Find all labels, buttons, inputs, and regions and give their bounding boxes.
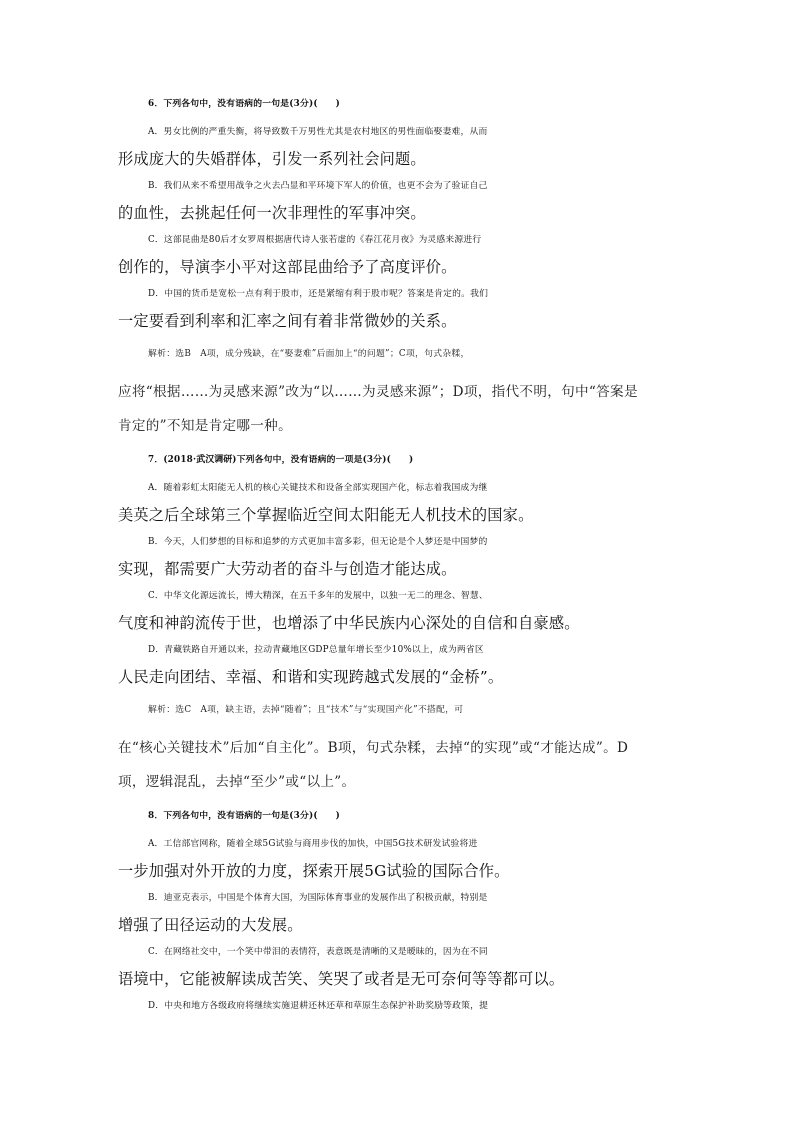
q7-explanation-end: 项，逻辑混乱，去掉“至少”或“以上”。 [118, 774, 356, 790]
q7-explanation: 解析：选C A项，缺主语，去掉“随着”；且“技术”与“实现国产化”不搭配，可 [148, 705, 464, 715]
q7-option-a-cont: 美英之后全球第三个掌握临近空间太阳能无人机技术的国家。 [118, 506, 534, 524]
q6-option-b: B．我们从来不希望用战争之火去凸显和平环境下军人的价值，也更不会为了验证自己 [148, 181, 488, 191]
q8-option-c-cont: 语境中，它能被解读成苦笑、笑哭了或者是无可奈何等等都可以。 [118, 970, 565, 988]
q7-option-d-cont: 人民走向团结、幸福、和谐和实现跨越式发展的“金桥”。 [118, 668, 504, 686]
q6-explanation: 解析：选B A项，成分残缺，在“娶妻难”后面加上“的问题”；C项，句式杂糅， [148, 349, 470, 359]
q8-option-d: D．中央和地方各级政府将继续实施退耕还林还草和草原生态保护补助奖励等政策，提 [148, 1001, 489, 1011]
q6-option-a: A．男女比例的严重失衡，将导致数千万男性尤其是农村地区的男性面临娶妻难，从而 [148, 127, 488, 137]
q7-option-c-cont: 气度和神韵流传于世，也增添了中华民族内心深处的自信和自豪感。 [118, 614, 580, 632]
q7-stem-text: )下列各句中，没有语病的一项是(3分)( ) [232, 455, 414, 465]
q8-option-a-cont: 一步加强对外开放的力度，探索开展5G试验的国际合作。 [118, 862, 510, 880]
q6-option-a-cont: 形成庞大的失婚群体，引发一系列社会问题。 [118, 150, 426, 168]
q8-option-b: B．迪亚克表示，中国是个体育大国，为国际体育事业的发展作出了积极贡献，特别是 [148, 893, 488, 903]
question-7-stem [148, 450, 708, 470]
question-6-stem: 6．下列各句中，没有语病的一句是(3分)( ) [148, 99, 341, 109]
q7-explanation-cont: 在“核心关键技术”后加“自主化”。B项，句式杂糅，去掉“的实现”或“才能达成”。D [118, 740, 629, 756]
question-8-stem: 8．下列各句中，没有语病的一句是(3分)( ) [148, 811, 341, 821]
q7-option-a: A．随着彩虹太阳能无人机的核心关键技术和设备全部实现国产化，标志着我国成为继 [148, 483, 488, 493]
q6-option-c-cont: 创作的，导演李小平对这部昆曲给予了高度评价。 [118, 258, 457, 276]
q6-option-d-cont: 一定要看到利率和汇率之间有着非常微妙的关系。 [118, 312, 457, 330]
q7-source-tag: 武汉调研 [196, 455, 233, 465]
q6-option-d: D．中国的货币是宽松一点有利于股市，还是紧缩有利于股市呢？答案是肯定的。我们 [148, 289, 489, 299]
q8-option-a: A．工信部官网称，随着全球5G试验与商用步伐的加快，中国5G技术研发试验将进 [148, 839, 478, 849]
q7-option-b: B．今天，人们梦想的目标和追梦的方式更加丰富多彩，但无论是个人梦还是中国梦的 [148, 537, 488, 547]
q6-explanation-cont: 应将“根据……为灵感来源”改为“以……为灵感来源”；D项，指代不明，句中“答案是 [118, 384, 638, 400]
q8-option-c: C．在网络社交中，一个笑中带泪的表情符，表意既是清晰的又是暧昧的，因为在不同 [148, 947, 488, 957]
q6-option-b-cont: 的血性，去挑起任何一次非理性的军事冲突。 [118, 204, 426, 222]
q7-option-c: C．中华文化源远流长，博大精深，在五千多年的发展中，以独一无二的理念、智慧、 [148, 591, 488, 601]
q7-option-d: D．青藏铁路自开通以来，拉动青藏地区GDP总量年增长至少10%以上，成为两省区 [148, 645, 484, 655]
q7-number: 7．(2018· [148, 455, 197, 465]
q6-option-c: C．这部昆曲是80后才女罗周根据唐代诗人张若虚的《春江花月夜》为灵感来源进行 [148, 235, 482, 245]
q8-option-b-cont: 增强了田径运动的大发展。 [118, 916, 303, 934]
q6-explanation-end: 肯定的”不知是肯定哪一种。 [118, 418, 292, 434]
q7-option-b-cont: 实现，都需要广大劳动者的奋斗与创造才能达成。 [118, 560, 457, 578]
